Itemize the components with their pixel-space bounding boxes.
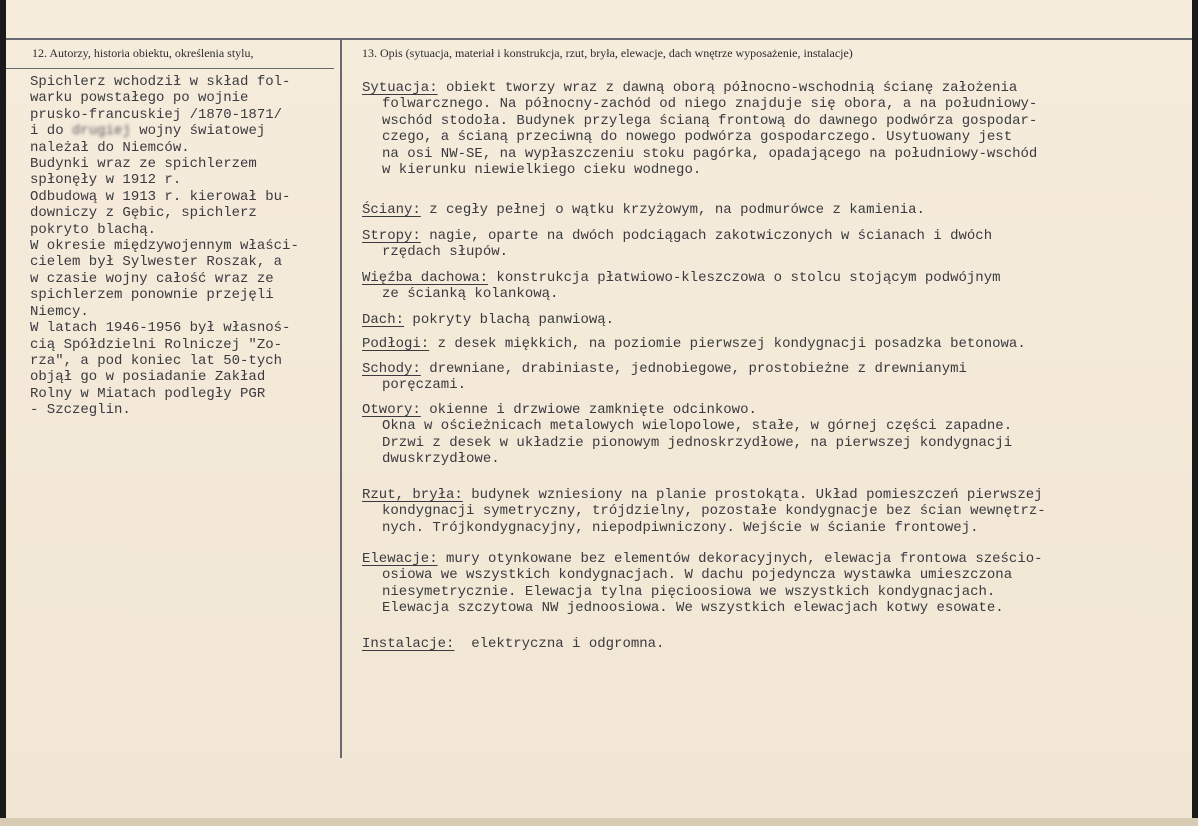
form-rule-left-column	[6, 68, 334, 69]
text-line: Elewacja szczytowa NW jednoosiowa. We wszystkich elewacjach kotwy esowate.	[382, 600, 1004, 617]
section-instalacje	[362, 636, 664, 652]
section-otwory	[362, 402, 1012, 468]
history-line: - Szczeglin.	[30, 402, 131, 419]
section-stropy	[362, 228, 992, 261]
text-line: osiowa we wszystkich kondygnacjach. W dachu pojedyncza wystawka umieszczona	[382, 567, 1013, 584]
history-line: Rolny w Miatach podległy PGR	[30, 385, 266, 402]
text-line: z desek miękkich, na poziomie pierwszej kondygnacji posadzka betonowa.	[429, 336, 1026, 352]
history-line-end: wojny światowej	[130, 123, 266, 140]
text-line: Drzwi z desek w układzie pionowym jednoskrzydłowe, na pierwszej kondygnacji	[382, 434, 1013, 451]
scan-border-left	[0, 0, 6, 826]
history-line	[30, 123, 335, 139]
text-line: ze ścianką kolankową.	[382, 286, 559, 303]
text-line: folwarcznego. Na północny-zachód od niego znajduje się obora, a na południowy-	[382, 96, 1038, 113]
label-otwory: Otwory:	[362, 402, 421, 418]
history-line: W latach 1946-1956 był własnoś-	[30, 320, 291, 337]
history-line: spłonęły w 1912 r.	[30, 172, 182, 189]
section-13-header: 13. Opis (sytuacja, materiał i konstrukcja, rzut, bryła, elewacje, dach wnętrze wyposażenie, instalacje)	[362, 46, 853, 60]
obscured-word: drugiej	[72, 123, 131, 140]
label-schody: Schody:	[362, 361, 421, 377]
section-wiezba	[362, 270, 1001, 303]
text-line: budynek wzniesiony na planie prostokąta. Układ pomieszczeń pierwszej	[462, 487, 1043, 503]
history-line-start: i do	[30, 123, 73, 140]
text-line: rzędach słupów.	[382, 244, 509, 261]
section-elewacje	[362, 551, 1043, 617]
history-line: Niemcy.	[30, 303, 89, 320]
section-dach	[362, 312, 614, 328]
history-line: w czasie wojny całość wraz ze	[30, 270, 274, 287]
text-line: obiekt tworzy wraz z dawną oborą północno-wschodnią ścianę założenia	[437, 80, 1018, 96]
label-stropy: Stropy:	[362, 228, 421, 244]
section-schody	[362, 361, 967, 394]
label-sytuacja: Sytuacja:	[362, 80, 438, 96]
text-line: drewniane, drabiniaste, jednobiegowe, prostobieżne z drewnianymi	[420, 361, 967, 377]
label-rzut-bryla: Rzut, bryła:	[362, 487, 463, 503]
history-line: warku powstałego po wojnie	[30, 90, 249, 107]
label-instalacje: Instalacje:	[362, 636, 455, 652]
section-12-header: 12. Autorzy, historia obiektu, określenia stylu,	[32, 46, 254, 60]
text-line: mury otynkowane bez elementów dekoracyjnych, elewacja frontowa sześcio-	[437, 551, 1043, 567]
label-sciany: Ściany:	[362, 202, 421, 218]
form-rule-column-divider	[340, 38, 342, 758]
text-line: kondygnacji symetryczny, trójdzielny, pozostałe kondygnacje bez ścian wewnętrz-	[382, 503, 1046, 520]
history-line: prusko-francuskiej /1870-1871/	[30, 106, 283, 123]
history-line: Odbudową w 1913 r. kierował bu-	[30, 188, 291, 205]
text-line: wschód stodoła. Budynek przylega ścianą frontową do dawnego podwórza gospodar-	[382, 112, 1038, 129]
text-line: na osi NW-SE, na wypłaszczeniu stoku pagórka, opadającego na południowy-wschód	[382, 145, 1038, 162]
text-line: poręczami.	[382, 377, 467, 394]
text-line: elektryczna i odgromna.	[454, 636, 665, 652]
history-line: spichlerzem ponownie przejęli	[30, 287, 274, 304]
history-line: objął go w posiadanie Zakład	[30, 369, 266, 386]
label-elewacje: Elewacje:	[362, 551, 438, 567]
text-line: nagie, oparte na dwóch podciągach zakotwiczonych w ścianach i dwóch	[420, 228, 993, 244]
text-line: konstrukcja płatwiowo-kleszczowa o stolcu stojącym podwójnym	[488, 270, 1001, 286]
text-line: niesymetrycznie. Elewacja tylna pięcioosiowa we wszystkich kondygnacjach.	[382, 583, 996, 600]
scan-border-right	[1192, 0, 1198, 826]
section-sciany	[362, 202, 925, 218]
history-line: cielem był Sylwester Roszak, a	[30, 254, 283, 271]
label-dach: Dach:	[362, 312, 405, 328]
text-line: z cegły pełnej o wątku krzyżowym, na podmurówce z kamienia.	[420, 202, 925, 218]
text-line: w kierunku niewielkiego cieku wodnego.	[382, 162, 702, 179]
history-line: należał do Niemców.	[30, 139, 190, 156]
history-line: W okresie międzywojennym właści-	[30, 238, 299, 255]
section-sytuacja	[362, 80, 1037, 178]
text-line: Okna w ościeżnicach metalowych wielopolowe, stałe, w górnej części zapadne.	[382, 418, 1013, 435]
history-line: Budynki wraz ze spichlerzem	[30, 156, 257, 173]
history-line: Spichlerz wchodził w skład fol-	[30, 74, 291, 90]
text-line: dwuskrzydłowe.	[382, 451, 500, 468]
history-line: cią Spółdzielni Rolniczej "Zo-	[30, 336, 283, 353]
text-line: nych. Trójkondygnacyjny, niepodpiwniczony. Wejście w ścianie frontowej.	[382, 519, 979, 536]
text-line: czego, a ścianą przeciwną do nowego podwórza gospodarczego. Usytuowany jest	[382, 129, 1013, 146]
label-wiezba: Więźba dachowa:	[362, 270, 489, 286]
history-line: pokryto blachą.	[30, 221, 157, 238]
history-line: downiczy z Gębic, spichlerz	[30, 205, 257, 222]
history-line: rza", a pod koniec lat 50-tych	[30, 352, 283, 369]
form-rule-top	[6, 38, 1192, 40]
label-podlogi: Podłogi:	[362, 336, 430, 352]
section-rzut-bryla	[362, 487, 1046, 536]
section-podlogi	[362, 336, 1026, 352]
scan-border-bottom	[0, 818, 1198, 826]
history-text	[30, 74, 335, 419]
text-line: pokryty blachą panwiową.	[404, 312, 615, 328]
text-line: okienne i drzwiowe zamknięte odcinkowo.	[420, 402, 757, 418]
